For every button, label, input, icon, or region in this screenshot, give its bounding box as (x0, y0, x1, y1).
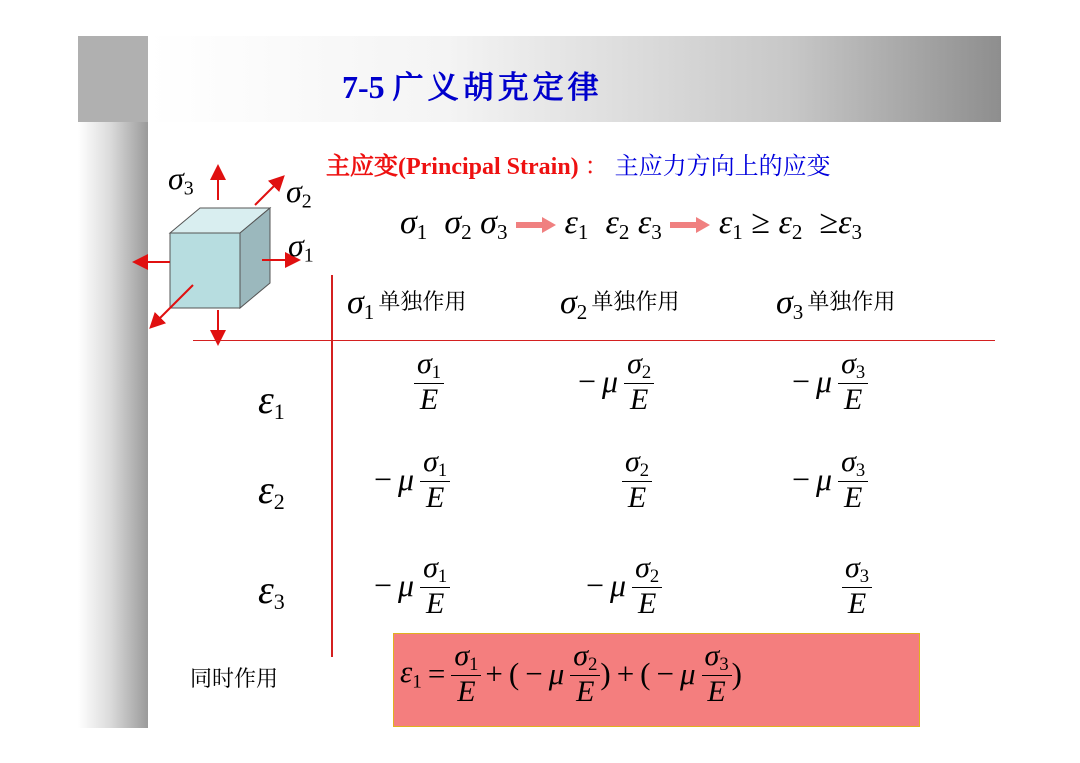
slide-title (342, 62, 603, 107)
row-label-eps3: $\varepsilon_3$ (258, 567, 285, 615)
cell-eps2-sigma1: − μ $\frac{\sigma_1}{E}$ (374, 446, 450, 513)
col-head-sigma2: $\sigma_2$ 单独作用 (560, 284, 680, 324)
sigma2-arrow-back (255, 178, 282, 205)
row-label-eps2: $\varepsilon_2$ (258, 467, 285, 515)
slide-corner-block (78, 36, 148, 122)
subtitle-sep: ： (584, 154, 609, 180)
cell-eps1-sigma2: − μ $\frac{\sigma_2}{E}$ (578, 348, 654, 415)
cell-eps1-sigma3: − μ $\frac{\sigma_3}{E}$ (792, 348, 868, 415)
col-head-sigma3: $\sigma_3$ 单独作用 (776, 284, 896, 324)
cube-label-sigma1: $\sigma_1$ (288, 227, 314, 267)
subtitle (326, 146, 831, 181)
combined-action-label: 同时作用 (190, 667, 279, 692)
cell-eps1-sigma1: $\frac{\sigma_1}{E}$ (414, 348, 444, 415)
cell-eps3-sigma3: $\frac{\sigma_3}{E}$ (842, 552, 872, 619)
cell-eps2-sigma3: − μ $\frac{\sigma_3}{E}$ (792, 446, 868, 513)
row-label-eps1: $\varepsilon_1$ (258, 377, 285, 425)
cell-eps3-sigma2: − μ $\frac{\sigma_2}{E}$ (586, 552, 662, 619)
subtitle-term: 主应变(Principal Strain) (326, 154, 579, 180)
subtitle-desc: 主应力方向上的应变 (614, 152, 831, 180)
title-number: 7-5 (342, 69, 385, 105)
cube-label-sigma2: $\sigma_2$ (286, 173, 312, 213)
cube-label-sigma3: $\sigma_3$ (168, 160, 194, 200)
arrow-right-icon (516, 216, 556, 234)
table-horizontal-rule (193, 340, 995, 341)
cell-eps3-sigma1: − μ $\frac{\sigma_1}{E}$ (374, 552, 450, 619)
title-text: 广义胡克定律 (392, 70, 603, 106)
combined-formula: $\varepsilon_1$ = $\frac{\sigma_1}{E}$ + ( − μ $\frac{\sigma_2}{E}$ ) + ( − μ $\frac{\sigma_3}{E}$ ) (400, 639, 742, 708)
arrow-right-icon (670, 216, 710, 234)
col-head-sigma1: $\sigma_1$ 单独作用 (347, 284, 467, 324)
principal-sequence: $\sigma_1$ $\sigma_2$ $\sigma_3$ $\varepsilon_1$ $\varepsilon_2$ $\varepsilon_3$ $\varepsilon_1 \ge \varepsilon_2 \ge\varepsilon_3$ (400, 204, 863, 244)
table-vertical-rule (331, 275, 333, 657)
cell-eps2-sigma2: $\frac{\sigma_2}{E}$ (622, 446, 652, 513)
